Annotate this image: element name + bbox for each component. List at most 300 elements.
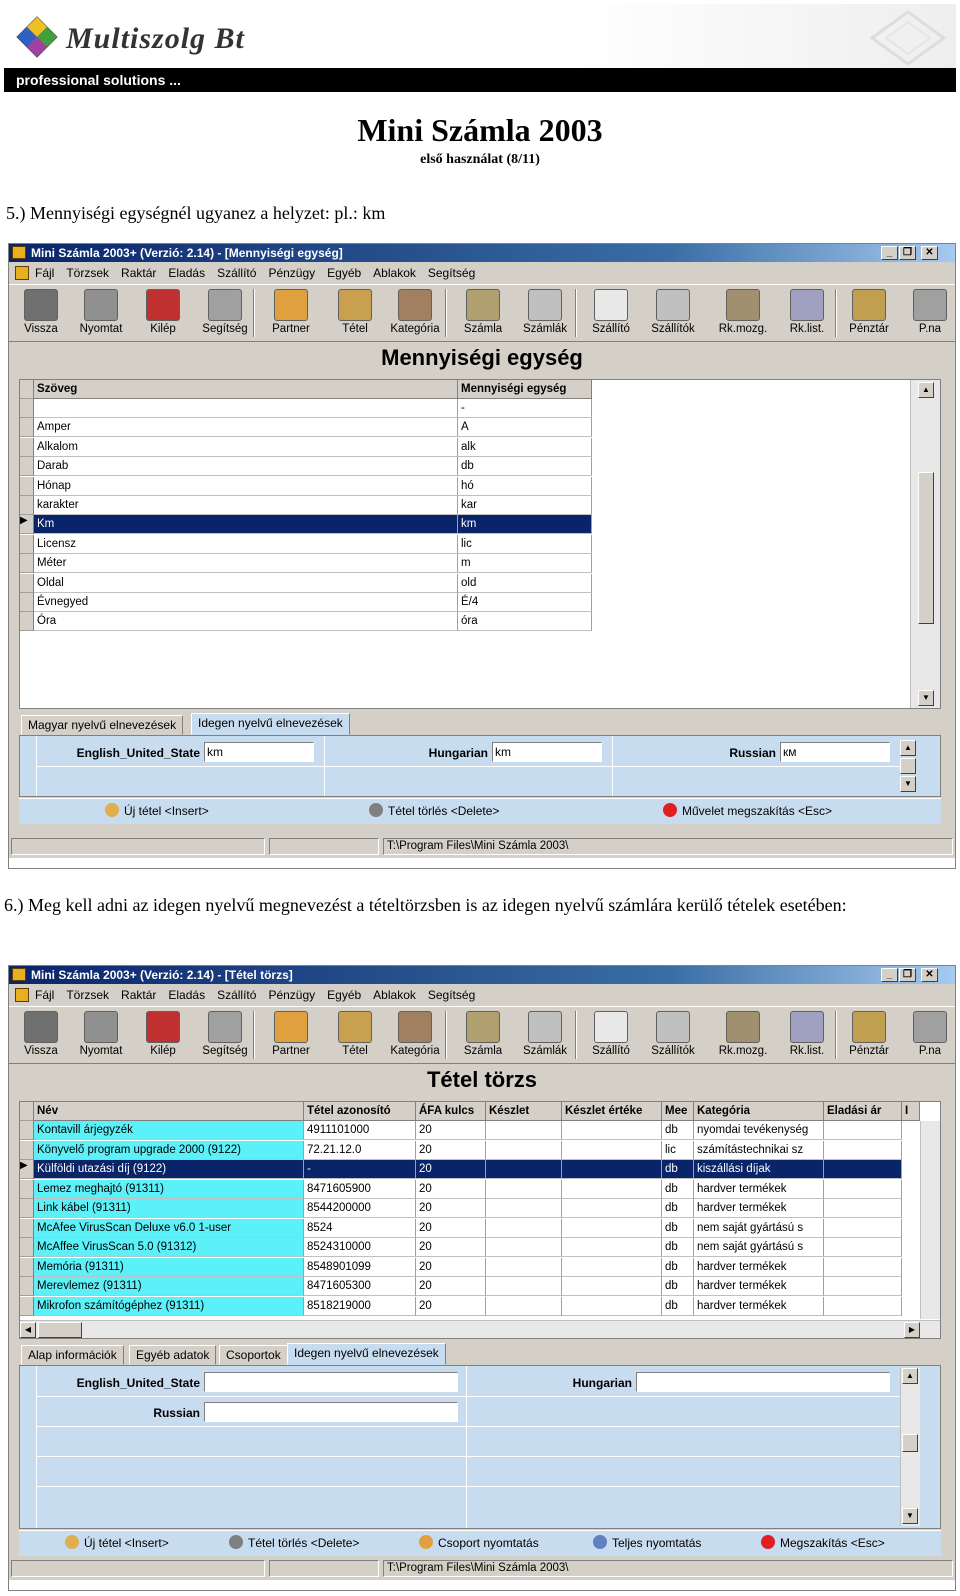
cell-tetel-azonosito[interactable]: 8518219000 xyxy=(304,1297,416,1316)
panel-scroll-up[interactable]: ▲ xyxy=(900,740,916,756)
toolbar-button-1[interactable] xyxy=(73,1009,129,1063)
cell-nev[interactable]: Könyvelő program upgrade 2000 (9122) xyxy=(34,1141,304,1160)
cell-mee[interactable]: db xyxy=(662,1180,694,1199)
english-name-input[interactable] xyxy=(204,1372,458,1392)
cell-keszlet[interactable] xyxy=(486,1277,562,1296)
toolbar-separator xyxy=(445,289,447,337)
cell-szoveg[interactable]: Alkalom xyxy=(34,438,458,457)
cell-szoveg[interactable]: Évnegyed xyxy=(34,593,458,612)
toolbar-button-7[interactable] xyxy=(455,1009,511,1063)
panel-scroll-thumb[interactable] xyxy=(900,758,916,774)
cell-afa-kulcs[interactable]: 20 xyxy=(416,1141,486,1160)
russian-name-input[interactable]: км xyxy=(780,742,890,762)
cell-nev[interactable]: Kontavill árjegyzék xyxy=(34,1121,304,1140)
full-print-button[interactable]: Teljes nyomtatás xyxy=(593,1535,701,1550)
category-icon xyxy=(398,1011,432,1043)
toolbar-button-12[interactable] xyxy=(779,287,835,341)
toolbar-button-13[interactable] xyxy=(841,287,897,341)
cell-tetel-azonosito[interactable]: 4911101000 xyxy=(304,1121,416,1140)
cell-egyseg[interactable]: km xyxy=(458,515,592,534)
menu-item-6[interactable]: Egyéb xyxy=(327,988,362,1002)
toolbar-label: Szállítók xyxy=(651,1045,695,1057)
row-indicator[interactable] xyxy=(20,1238,34,1257)
form-title: Tétel törzs xyxy=(426,1067,538,1092)
cell-eladasi-ar[interactable] xyxy=(824,1277,902,1296)
menu-item-8[interactable]: Segítség xyxy=(427,266,476,280)
cell-kategoria[interactable]: hardver termékek xyxy=(694,1258,824,1277)
toolbar xyxy=(9,1006,955,1064)
tab-csoportok[interactable]: Csoportok xyxy=(219,1345,288,1365)
cell-egyseg[interactable]: kar xyxy=(458,496,592,515)
menu-item-5[interactable]: Pénzügy xyxy=(268,988,316,1002)
menu-item-8[interactable]: Segítség xyxy=(427,988,476,1002)
tab-strip xyxy=(19,1343,941,1365)
row-indicator[interactable] xyxy=(20,612,34,631)
toolbar-button-1[interactable] xyxy=(73,287,129,341)
row-indicator[interactable]: ▶ xyxy=(20,515,34,534)
tab-idegen-elnevezesek[interactable]: Idegen nyelvű elnevezések xyxy=(287,1343,446,1365)
row-indicator[interactable] xyxy=(20,496,34,515)
partner-icon xyxy=(274,289,308,321)
cell-kategoria[interactable]: nyomdai tevékenység xyxy=(694,1121,824,1140)
menu-item-6[interactable]: Egyéb xyxy=(327,266,362,280)
toolbar-label: Számla xyxy=(463,1045,503,1057)
row-indicator[interactable] xyxy=(20,574,34,593)
item-icon xyxy=(338,289,372,321)
document-title: Mini Számla 2003 xyxy=(357,112,603,148)
cell-keszlet[interactable] xyxy=(486,1258,562,1277)
cell-mee[interactable]: db xyxy=(662,1277,694,1296)
panel-scroll-down[interactable]: ▼ xyxy=(900,776,916,792)
cell-egyseg[interactable]: É/4 xyxy=(458,593,592,612)
cell-eladasi-ar[interactable] xyxy=(824,1199,902,1218)
cell-kategoria[interactable]: kiszállási díjak xyxy=(694,1160,824,1179)
invoices-folder-icon xyxy=(528,1011,562,1043)
cell-keszlet-erteke[interactable] xyxy=(562,1121,662,1140)
cell-tetel-azonosito[interactable]: 8471605300 xyxy=(304,1277,416,1296)
cell-nev[interactable]: Lemez meghajtó (91311) xyxy=(34,1180,304,1199)
cancel-icon xyxy=(663,803,677,817)
toolbar-separator xyxy=(253,1011,255,1059)
toolbar-button-11[interactable] xyxy=(715,287,771,341)
toolbar-label: Szállító xyxy=(592,1045,630,1057)
col-header-mee[interactable]: Mee xyxy=(662,1102,694,1121)
cell-nev[interactable]: McAfee VirusScan Deluxe v6.0 1-user xyxy=(34,1219,304,1238)
supplier-icon xyxy=(594,1011,628,1043)
help-icon xyxy=(208,1011,242,1043)
document-subtitle: első használat (8/11) xyxy=(420,152,540,167)
title-bar xyxy=(9,966,955,984)
step-6-text: 6.) Meg kell adni az idegen nyelvű megnevezést a tételtörzsben is az idegen nyelvű számlára kerülő tételek esetében: xyxy=(4,895,847,915)
scroll-down-button[interactable]: ▼ xyxy=(918,690,934,706)
menu-item-4[interactable]: Szállító xyxy=(217,266,257,280)
menu-item-3[interactable]: Eladás xyxy=(168,266,206,280)
cell-mee[interactable]: db xyxy=(662,1160,694,1179)
row-indicator[interactable] xyxy=(20,1121,34,1140)
cell-mee[interactable]: db xyxy=(662,1258,694,1277)
cell-nev[interactable]: Link kábel (91311) xyxy=(34,1199,304,1218)
cell-szoveg[interactable]: Hónap xyxy=(34,477,458,496)
cell-keszlet-erteke[interactable] xyxy=(562,1258,662,1277)
cell-keszlet[interactable] xyxy=(486,1180,562,1199)
menu-item-1[interactable]: Törzsek xyxy=(66,988,110,1002)
toolbar-label: Számlák xyxy=(522,1045,568,1057)
cell-keszlet-erteke[interactable] xyxy=(562,1141,662,1160)
row-indicator[interactable] xyxy=(20,1297,34,1316)
toolbar-button-10[interactable] xyxy=(645,1009,701,1063)
window-tetel-torzs xyxy=(8,965,956,1591)
cell-tetel-azonosito[interactable]: - xyxy=(304,1160,416,1179)
scroll-left-button[interactable]: ◀ xyxy=(20,1322,36,1338)
row-indicator[interactable]: ▶ xyxy=(20,1160,34,1179)
cell-eladasi-ar[interactable] xyxy=(824,1238,902,1257)
menu-item-7[interactable]: Ablakok xyxy=(373,266,416,280)
printer-icon xyxy=(84,1011,118,1043)
tagline-bar xyxy=(4,68,956,92)
cell-keszlet-erteke[interactable] xyxy=(562,1180,662,1199)
stock-list-icon xyxy=(790,1011,824,1043)
toolbar-label: Vissza xyxy=(24,1045,58,1057)
toolbar-label: Kategória xyxy=(390,1045,440,1057)
menu-item-3[interactable]: Eladás xyxy=(168,988,206,1002)
form-title: Mennyiségi egység xyxy=(381,345,583,370)
row-indicator[interactable] xyxy=(20,477,34,496)
grid-corner xyxy=(20,1102,34,1121)
scroll-up-button[interactable]: ▲ xyxy=(918,382,934,398)
row-indicator[interactable] xyxy=(20,457,34,476)
row-indicator[interactable] xyxy=(20,418,34,437)
toolbar-button-8[interactable] xyxy=(517,1009,573,1063)
h-scroll-thumb[interactable] xyxy=(38,1322,82,1338)
toolbar-button-14[interactable] xyxy=(905,1009,955,1063)
cell-szoveg[interactable]: Oldal xyxy=(34,574,458,593)
new-item-icon xyxy=(65,1535,79,1549)
cell-tetel-azonosito[interactable]: 8524310000 xyxy=(304,1238,416,1257)
row-indicator[interactable] xyxy=(20,535,34,554)
row-indicator[interactable] xyxy=(20,399,34,418)
menu-item-0[interactable]: Fájl xyxy=(35,988,55,1002)
tab-magyar-elnevezesek[interactable]: Magyar nyelvű elnevezések xyxy=(21,715,183,735)
cell-tetel-azonosito[interactable]: 8548901099 xyxy=(304,1258,416,1277)
toolbar-separator xyxy=(253,289,255,337)
tab-egyeb-adatok[interactable]: Egyéb adatok xyxy=(129,1345,216,1365)
toolbar-button-5[interactable] xyxy=(327,1009,383,1063)
cell-mee[interactable]: db xyxy=(662,1219,694,1238)
cell-keszlet[interactable] xyxy=(486,1199,562,1218)
cell-eladasi-ar[interactable] xyxy=(824,1141,902,1160)
cell-egyseg[interactable]: old xyxy=(458,574,592,593)
cell-keszlet[interactable] xyxy=(486,1141,562,1160)
toolbar-button-14[interactable] xyxy=(905,287,955,341)
toolbar-label: Rk.mozg. xyxy=(718,323,768,335)
new-item-button[interactable]: Új tétel <Insert> xyxy=(65,1535,169,1550)
col-header-szoveg[interactable]: Szöveg xyxy=(34,380,458,399)
cell-eladasi-ar[interactable] xyxy=(824,1297,902,1316)
page-header xyxy=(4,4,956,92)
horizontal-scrollbar[interactable] xyxy=(20,1320,940,1338)
cell-egyseg[interactable]: m xyxy=(458,554,592,573)
cell-afa-kulcs[interactable]: 20 xyxy=(416,1258,486,1277)
cell-eladasi-ar[interactable] xyxy=(824,1258,902,1277)
cell-szoveg[interactable]: Licensz xyxy=(34,535,458,554)
cell-keszlet-erteke[interactable] xyxy=(562,1160,662,1179)
cell-nev[interactable]: Merevlemez (91311) xyxy=(34,1277,304,1296)
cell-szoveg[interactable]: Darab xyxy=(34,457,458,476)
delete-item-button[interactable]: Tétel törlés <Delete> xyxy=(229,1535,359,1550)
restore-button[interactable]: ❐ xyxy=(899,246,916,260)
toolbar-button-10[interactable] xyxy=(645,287,701,341)
form-content xyxy=(9,343,955,835)
row-indicator[interactable] xyxy=(20,1141,34,1160)
toolbar-button-0[interactable] xyxy=(13,287,69,341)
row-indicator[interactable] xyxy=(20,593,34,612)
row-indicator[interactable] xyxy=(20,438,34,457)
menu-list xyxy=(35,266,487,280)
status-panel-2 xyxy=(269,838,379,855)
toolbar-button-4[interactable] xyxy=(263,287,319,341)
panel-scroll-up[interactable]: ▲ xyxy=(902,1368,918,1384)
close-button[interactable]: ✕ xyxy=(921,968,938,982)
cell-afa-kulcs[interactable]: 20 xyxy=(416,1160,486,1179)
print-icon xyxy=(593,1535,607,1549)
cell-tetel-azonosito[interactable]: 8544200000 xyxy=(304,1199,416,1218)
row-indicator[interactable] xyxy=(20,554,34,573)
scroll-thumb[interactable] xyxy=(918,472,934,624)
panel-scroll-thumb[interactable] xyxy=(902,1434,918,1452)
foreign-names-panel xyxy=(19,735,941,797)
hungarian-name-input[interactable]: km xyxy=(492,742,602,762)
toolbar-separator xyxy=(575,1011,577,1059)
menu-app-icon xyxy=(15,266,29,280)
cell-tetel-azonosito[interactable]: 72.21.12.0 xyxy=(304,1141,416,1160)
cell-afa-kulcs[interactable]: 20 xyxy=(416,1277,486,1296)
col-header-keszlet[interactable]: Készlet xyxy=(486,1102,562,1121)
label-russian: Russian xyxy=(153,1406,200,1420)
cell-keszlet[interactable] xyxy=(486,1219,562,1238)
minimize-button[interactable]: _ xyxy=(881,968,898,982)
cell-egyseg[interactable]: óra xyxy=(458,612,592,631)
cell-kategoria[interactable]: számítástechnikai sz xyxy=(694,1141,824,1160)
vertical-scrollbar[interactable] xyxy=(920,1121,940,1319)
menu-item-2[interactable]: Raktár xyxy=(121,988,157,1002)
cell-nev[interactable]: Mikrofon számítógéphez (91311) xyxy=(34,1297,304,1316)
toolbar-button-4[interactable] xyxy=(263,1009,319,1063)
cell-afa-kulcs[interactable]: 20 xyxy=(416,1238,486,1257)
toolbar-label: Tétel xyxy=(342,1045,368,1057)
cell-afa-kulcs[interactable]: 20 xyxy=(416,1199,486,1218)
restore-button[interactable]: ❐ xyxy=(899,968,916,982)
cell-tetel-azonosito[interactable]: 8471605900 xyxy=(304,1180,416,1199)
back-arrow-icon xyxy=(24,1011,58,1043)
cell-eladasi-ar[interactable] xyxy=(824,1121,902,1140)
cell-keszlet-erteke[interactable] xyxy=(562,1297,662,1316)
toolbar-label: Pénztár xyxy=(849,1045,889,1057)
cell-kategoria[interactable]: nem saját gyártású s xyxy=(694,1238,824,1257)
row-indicator[interactable] xyxy=(20,1277,34,1296)
suppliers-folder-icon xyxy=(656,1011,690,1043)
toolbar-button-5[interactable] xyxy=(327,287,383,341)
cell-szoveg[interactable]: Méter xyxy=(34,554,458,573)
vertical-scrollbar[interactable] xyxy=(910,380,940,708)
toolbar-button-12[interactable] xyxy=(779,1009,835,1063)
invoice-icon xyxy=(466,289,500,321)
toolbar-separator xyxy=(445,1011,447,1059)
cell-afa-kulcs[interactable]: 20 xyxy=(416,1180,486,1199)
cell-afa-kulcs[interactable]: 20 xyxy=(416,1297,486,1316)
toolbar-button-7[interactable] xyxy=(455,287,511,341)
cell-szoveg[interactable]: Amper xyxy=(34,418,458,437)
col-header-kategoria[interactable]: Kategória xyxy=(694,1102,824,1121)
cell-egyseg[interactable]: - xyxy=(458,399,592,418)
menu-item-5[interactable]: Pénzügy xyxy=(268,266,316,280)
cell-szoveg[interactable]: Km xyxy=(34,515,458,534)
cell-nev[interactable]: Külföldi utazási díj (9122) xyxy=(34,1160,304,1179)
cancel-button[interactable]: Megszakítás <Esc> xyxy=(761,1535,885,1550)
exit-icon xyxy=(146,1011,180,1043)
toolbar-button-13[interactable] xyxy=(841,1009,897,1063)
cell-kategoria[interactable]: hardver termékek xyxy=(694,1199,824,1218)
col-header-extra[interactable]: I xyxy=(902,1102,920,1121)
toolbar-button-8[interactable] xyxy=(517,287,573,341)
cell-kategoria[interactable]: hardver termékek xyxy=(694,1297,824,1316)
scroll-right-button[interactable]: ▶ xyxy=(904,1322,920,1338)
toolbar-label: Tétel xyxy=(342,323,368,335)
close-button[interactable]: ✕ xyxy=(921,246,938,260)
toolbar-button-2[interactable] xyxy=(135,287,191,341)
cell-mee[interactable]: lic xyxy=(662,1141,694,1160)
partner-icon xyxy=(274,1011,308,1043)
toolbar-button-0[interactable] xyxy=(13,1009,69,1063)
menu-item-7[interactable]: Ablakok xyxy=(373,988,416,1002)
cell-kategoria[interactable]: nem saját gyártású s xyxy=(694,1219,824,1238)
toolbar-button-9[interactable] xyxy=(583,287,639,341)
toolbar-button-2[interactable] xyxy=(135,1009,191,1063)
cell-szoveg[interactable]: karakter xyxy=(34,496,458,515)
menu-item-1[interactable]: Törzsek xyxy=(66,266,110,280)
cell-keszlet-erteke[interactable] xyxy=(562,1219,662,1238)
toolbar-label: Kilép xyxy=(150,323,176,335)
cell-kategoria[interactable]: hardver termékek xyxy=(694,1180,824,1199)
row-indicator[interactable] xyxy=(20,1219,34,1238)
menu-item-0[interactable]: Fájl xyxy=(35,266,55,280)
toolbar-button-3[interactable] xyxy=(197,1009,253,1063)
toolbar xyxy=(9,284,955,342)
cell-keszlet[interactable] xyxy=(486,1238,562,1257)
toolbar-button-6[interactable] xyxy=(387,1009,443,1063)
cell-egyseg[interactable]: lic xyxy=(458,535,592,554)
row-indicator[interactable] xyxy=(20,1199,34,1218)
panel-scrollbar[interactable] xyxy=(900,1368,920,1526)
toolbar-label: Partner xyxy=(272,1045,310,1057)
cell-szoveg[interactable]: Óra xyxy=(34,612,458,631)
cell-nev[interactable]: Memória (91311) xyxy=(34,1258,304,1277)
cell-tetel-azonosito[interactable]: 8524 xyxy=(304,1219,416,1238)
cell-nev[interactable]: McAffee VirusScan 5.0 (91312) xyxy=(34,1238,304,1257)
cell-mee[interactable]: db xyxy=(662,1199,694,1218)
category-icon xyxy=(398,289,432,321)
toolbar-label: Szállítók xyxy=(651,323,695,335)
russian-name-input[interactable] xyxy=(204,1402,458,1422)
row-indicator[interactable] xyxy=(20,1180,34,1199)
cell-kategoria[interactable]: hardver termékek xyxy=(694,1277,824,1296)
tab-alap-informaciok[interactable]: Alap információk xyxy=(21,1345,124,1365)
label-russian: Russian xyxy=(729,746,776,760)
toolbar-label: P.na xyxy=(918,1045,942,1057)
logo-area xyxy=(4,4,956,68)
new-item-icon xyxy=(105,803,119,817)
col-header-nev[interactable]: Név xyxy=(34,1102,304,1121)
hungarian-name-input[interactable] xyxy=(636,1372,890,1392)
status-panel-1 xyxy=(11,838,265,855)
col-header-eladasi-ar[interactable]: Eladási ár xyxy=(824,1102,902,1121)
cell-szoveg[interactable] xyxy=(34,399,458,418)
panel-scroll-down[interactable]: ▼ xyxy=(902,1508,918,1524)
cell-mee[interactable]: db xyxy=(662,1297,694,1316)
cancel-button[interactable]: Művelet megszakítás <Esc> xyxy=(663,803,832,818)
toolbar-label: Nyomtat xyxy=(79,1045,123,1057)
menu-bar xyxy=(9,263,955,283)
toolbar-button-6[interactable] xyxy=(387,287,443,341)
toolbar-label: Segítség xyxy=(202,1045,248,1057)
toolbar-label: Kilép xyxy=(150,1045,176,1057)
toolbar-button-11[interactable] xyxy=(715,1009,771,1063)
toolbar-button-9[interactable] xyxy=(583,1009,639,1063)
cell-keszlet-erteke[interactable] xyxy=(562,1199,662,1218)
minimize-button[interactable]: _ xyxy=(881,246,898,260)
delete-item-button[interactable]: Tétel törlés <Delete> xyxy=(369,803,499,818)
col-header-keszlet-erteke[interactable]: Készlet értéke xyxy=(562,1102,662,1121)
cell-eladasi-ar[interactable] xyxy=(824,1160,902,1179)
toolbar-label: Partner xyxy=(272,323,310,335)
tab-idegen-elnevezesek[interactable]: Idegen nyelvű elnevezések xyxy=(191,713,350,735)
cell-egyseg[interactable]: hó xyxy=(458,477,592,496)
toolbar-label: Rk.list. xyxy=(789,1045,825,1057)
toolbar-label: Pénztár xyxy=(849,323,889,335)
toolbar-separator xyxy=(575,289,577,337)
cell-egyseg[interactable]: A xyxy=(458,418,592,437)
cell-eladasi-ar[interactable] xyxy=(824,1219,902,1238)
menu-app-icon xyxy=(15,988,29,1002)
col-header-afa-kulcs[interactable]: ÁFA kulcs xyxy=(416,1102,486,1121)
group-print-button[interactable]: Csoport nyomtatás xyxy=(419,1535,539,1550)
menu-item-2[interactable]: Raktár xyxy=(121,266,157,280)
cell-keszlet[interactable] xyxy=(486,1297,562,1316)
window-mennyisegi-egyseg xyxy=(8,243,956,869)
cell-keszlet[interactable] xyxy=(486,1121,562,1140)
new-item-button[interactable]: Új tétel <Insert> xyxy=(105,803,209,818)
row-indicator[interactable] xyxy=(20,1258,34,1277)
cell-keszlet[interactable] xyxy=(486,1160,562,1179)
cell-eladasi-ar[interactable] xyxy=(824,1180,902,1199)
english-name-input[interactable]: km xyxy=(204,742,314,762)
cell-mee[interactable]: db xyxy=(662,1121,694,1140)
col-header-mennyisegi-egyseg[interactable]: Mennyiségi egység xyxy=(458,380,592,399)
toolbar-button-3[interactable] xyxy=(197,287,253,341)
cell-egyseg[interactable]: alk xyxy=(458,438,592,457)
cell-keszlet-erteke[interactable] xyxy=(562,1277,662,1296)
status-bar xyxy=(9,1558,955,1578)
menu-item-4[interactable]: Szállító xyxy=(217,988,257,1002)
cell-egyseg[interactable]: db xyxy=(458,457,592,476)
cell-keszlet-erteke[interactable] xyxy=(562,1238,662,1257)
toolbar-label: Rk.list. xyxy=(789,323,825,335)
cell-afa-kulcs[interactable]: 20 xyxy=(416,1219,486,1238)
status-panel-1 xyxy=(11,1560,265,1577)
toolbar-label: Számlák xyxy=(522,323,568,335)
cell-afa-kulcs[interactable]: 20 xyxy=(416,1121,486,1140)
cell-mee[interactable]: db xyxy=(662,1238,694,1257)
col-header-tetel-azonosito[interactable]: Tétel azonosító xyxy=(304,1102,416,1121)
